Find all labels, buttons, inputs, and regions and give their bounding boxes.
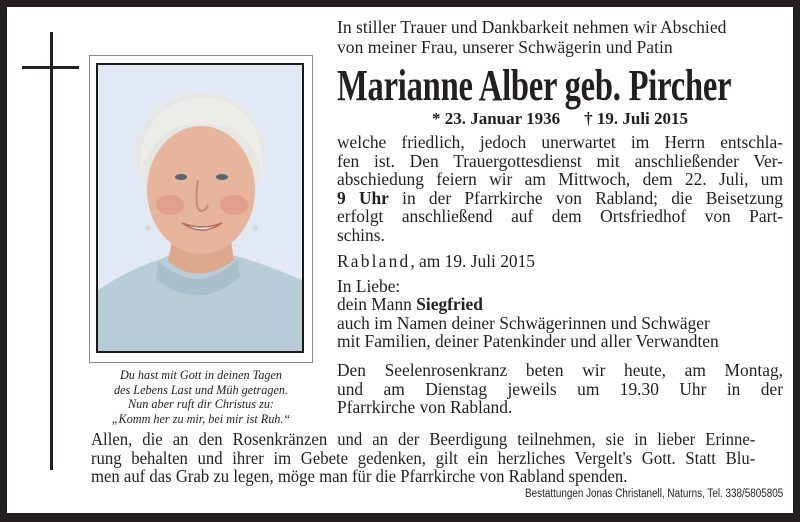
mourners-line: auch im Namen deiner Schwägerinnen und Schwäger: [337, 312, 710, 333]
obituary-notice: [7, 7, 793, 513]
portrait-frame: [89, 55, 313, 363]
thanks-line: rung behalten und ihrer im Gebete gedenken, gilt ein herzliches Vergelt's Gott. Statt Blu-: [91, 447, 756, 468]
notice-text-column: [337, 17, 783, 417]
verse-line: Du hast mit Gott in deinen Tagen: [119, 368, 283, 382]
cross-icon-horizontal: [22, 66, 79, 69]
rosary-line: und am Dienstag jeweils um 19.30 Uhr in der: [337, 378, 783, 399]
memorial-verse: [89, 368, 313, 426]
place-date: [337, 251, 783, 271]
body-line: abschiedung feiern wir am Mittwoch, dem 22. Juli, um: [337, 169, 783, 190]
thanks-text: [91, 430, 783, 486]
mourners-line: mit Familien, deiner Patenkinder und aller Verwandten: [337, 331, 719, 352]
funeral-home-credit: Bestattungen Jonas Christanell, Naturns, Tel. 338/5805805: [524, 488, 783, 500]
rosary-announcement: [337, 361, 783, 417]
intro-line: In stiller Trauer und Dankbarkeit nehmen wir Abschied: [337, 17, 727, 37]
body-line: erfolgt anschließend auf dem Ortsfriedhof von Part-: [337, 206, 783, 227]
mourners-husband: dein Mann Siegfried: [337, 294, 483, 315]
cross-icon-vertical: [50, 32, 53, 470]
portrait-illustration: [98, 65, 302, 351]
intro-line: von meiner Frau, unserer Schwägerin und Patin: [337, 37, 673, 57]
body-line: schins.: [337, 224, 385, 245]
death-date: † 19. Juli 2015: [584, 109, 689, 128]
body-line: welche friedlich, jedoch unerwartet im Herrn entschla-: [337, 132, 783, 152]
portrait-photo: [96, 63, 304, 353]
verse-line: Nun aber ruft dir Christus zu:: [128, 397, 274, 411]
deceased-name: Marianne Alber geb. Pircher: [337, 61, 732, 110]
verse-line: „Komm her zu mir, bei mir ist Ruh.“: [111, 411, 291, 426]
birth-date: * 23. Januar 1936: [431, 109, 561, 128]
thanks-line: men auf das Grab zu legen, möge man für die Pfarrkirche von Rabland spenden.: [91, 466, 628, 487]
mourners-intro: In Liebe:: [337, 275, 401, 296]
intro-text: [337, 17, 783, 57]
verse-line: des Lebens Last und Müh getragen.: [114, 382, 288, 397]
service-time: 9 Uhr: [337, 187, 389, 208]
body-line: 9 Uhr in der Pfarrkirche von Rabland; die Beisetzung: [337, 187, 783, 208]
husband-name: Siegfried: [416, 294, 483, 315]
notice-date: , am 19. Juli 2015: [410, 250, 535, 271]
body-line: fen ist. Den Trauergottesdienst mit anschließender Ver-: [337, 150, 783, 171]
rosary-line: Den Seelenrosenkranz beten wir heute, am Montag,: [337, 359, 783, 380]
life-dates: [337, 109, 783, 129]
thanks-line: Allen, die an den Rosenkränzen und an der Beerdigung teilnehmen, sie in lieber Erinne-: [91, 429, 756, 449]
mourners: [337, 277, 783, 351]
service-announcement: [337, 133, 783, 245]
place-name: Rabland: [337, 250, 411, 271]
rosary-line: Pfarrkirche von Rabland.: [337, 397, 513, 418]
